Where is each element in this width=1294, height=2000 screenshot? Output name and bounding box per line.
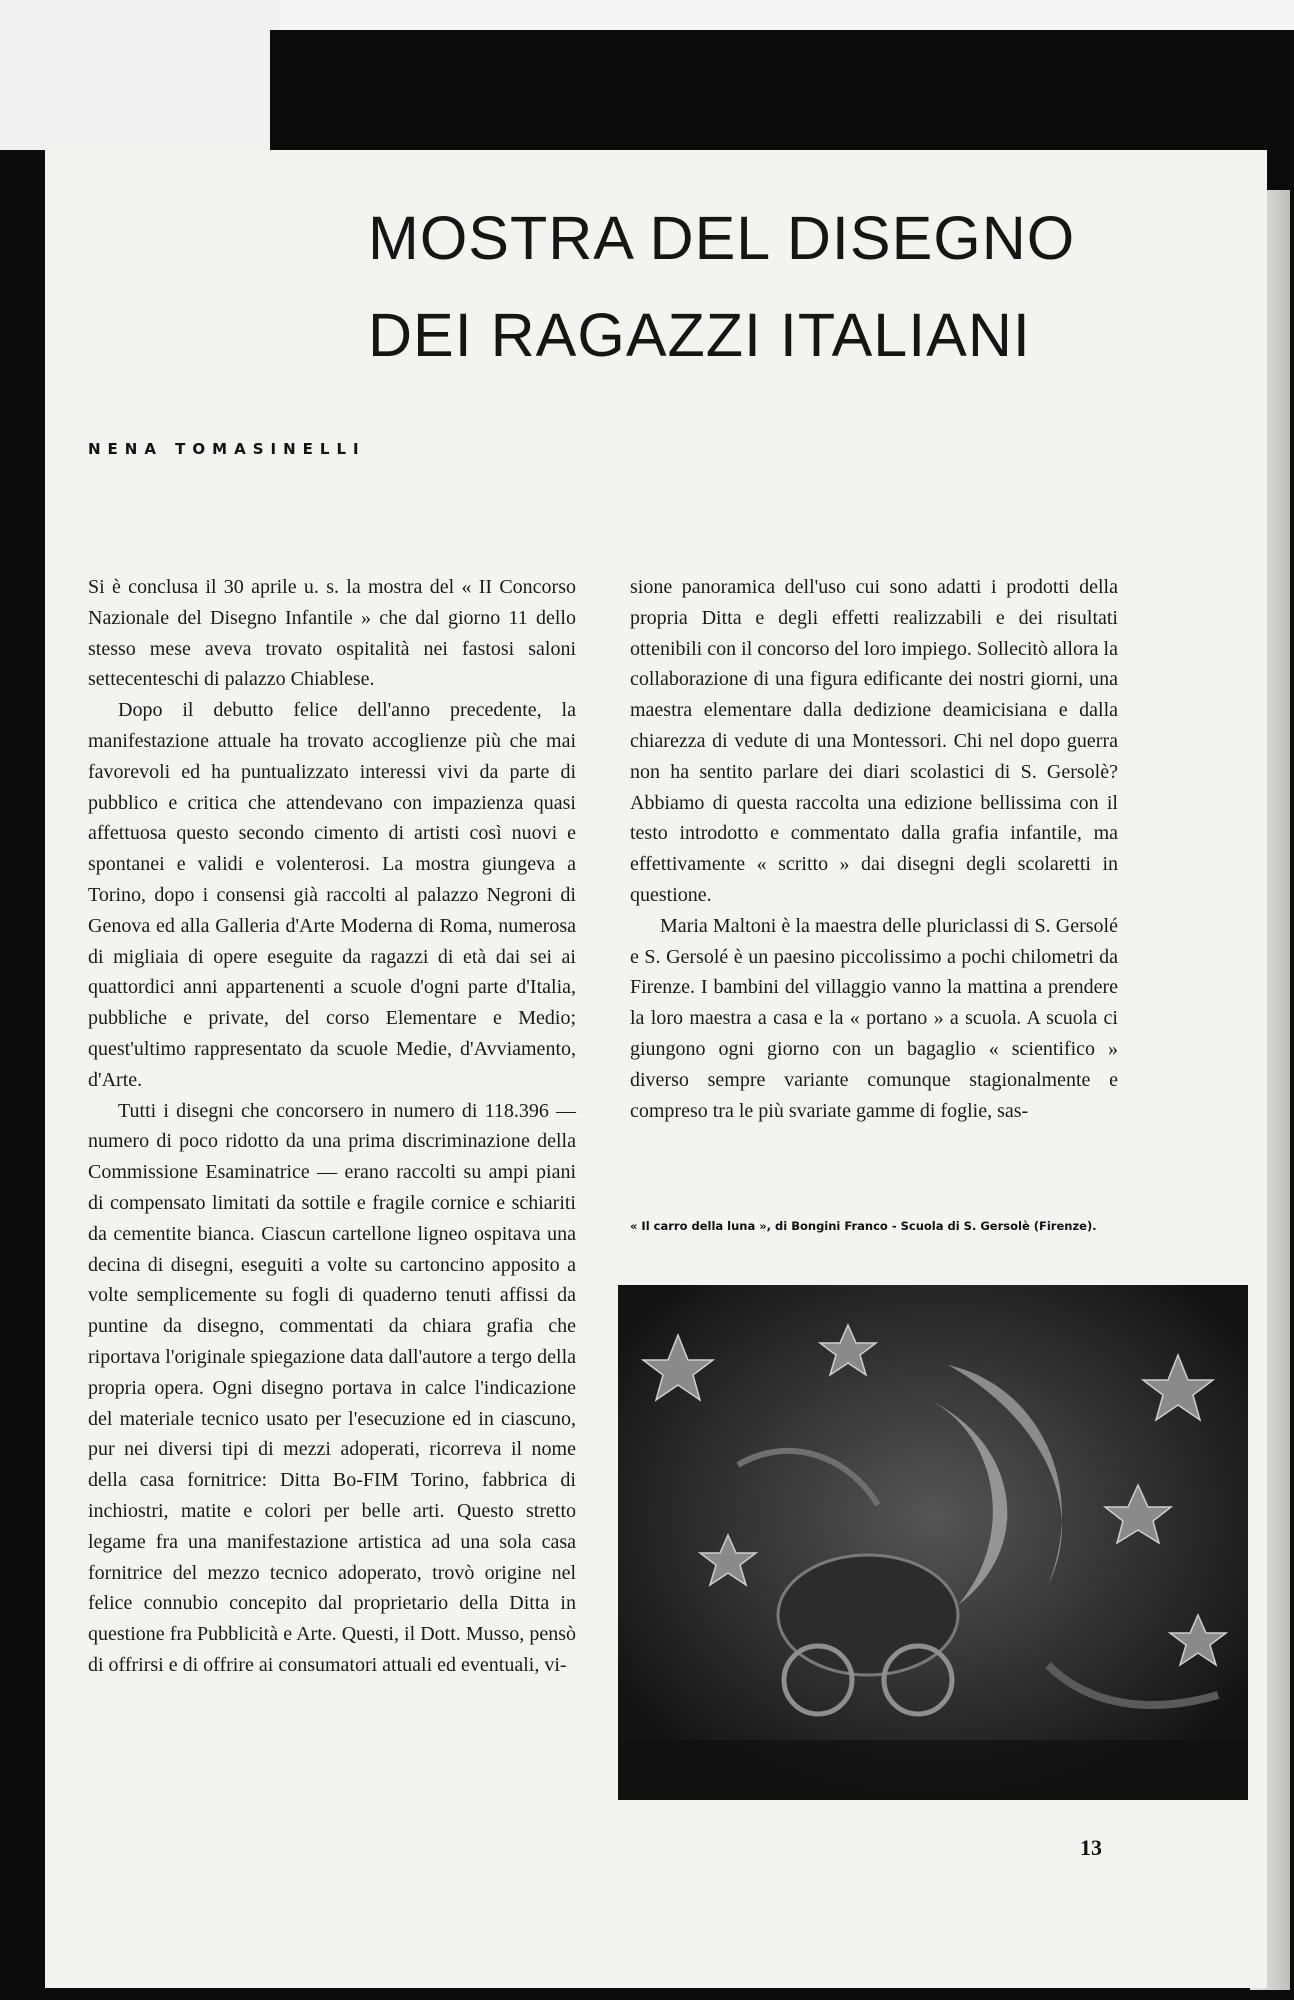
image-caption: « Il carro della luna », di Bongini Franco - Scuola di S. Gersolè (Firenze). [630, 1219, 1097, 1233]
scan-top-left-margin [0, 0, 280, 150]
paragraph: Si è conclusa il 30 aprile u. s. la mostra del « II Concorso Nazionale del Disegno Infantile » che dal giorno 11 dello stesso mese aveva trovato ospitalità nei fastosi saloni settecenteschi di palazzo Chiablese. [88, 576, 576, 691]
right-column [630, 572, 1118, 1126]
author-byline: NENA TOMASINELLI [88, 440, 366, 458]
title-line-1: MOSTRA DEL DISEGNO [368, 204, 1076, 272]
paragraph: sione panoramica dell'uso cui sono adatti i prodotti della propria Ditta e degli effetti realizzabili e dei risultati ottenibili con il concorso del loro impiego. Sollecitò allora la collaborazione di una figura edificante dei nostri giorni, una maestra elementare dalla dedizione deamicisiana e dalla chiarezza di vedute di una Montessori. Chi nel dopo guerra non ha sentito parlare dei diari scolastici di S. Gersolè? Abbiamo di questa raccolta una edizione bellissima con il testo introdotto e commentato dalla grafia infantile, ma effettivamente « scritto » dai disegni degli scolaretti in questione. [630, 576, 1118, 906]
page-number: 13 [1080, 1835, 1102, 1860]
paragraph: Dopo il debutto felice dell'anno precedente, la manifestazione attuale ha trovato accoglienze più che mai favorevoli ed ha puntualizzato interessi vivi da parte di pubblico e critica che attendevano con impazienza quasi affettuosa questo secondo cimento di artisti così nuovi e spontanei e validi e volenterosi. La mostra giungeva a Torino, dopo i consensi già raccolti al palazzo Negroni di Genova ed alla Galleria d'Arte Moderna di Roma, numerosa di migliaia di opere eseguite da ragazzi di età dai sei ai quattordici anni appartenenti a scuole d'ogni parte d'Italia, pubbliche e private, del corso Elementare e Medio; quest'ultimo rappresentato da scuole Medie, d'Avviamento, d'Arte. [88, 699, 576, 1091]
child-drawing-illustration [618, 1285, 1248, 1800]
left-column [88, 572, 576, 1681]
title-line-2: DEI RAGAZZI ITALIANI [368, 301, 1031, 369]
paragraph: Tutti i disegni che concorsero in numero di 118.396 — numero di poco ridotto da una prima discriminazione della Commissione Esaminatrice — erano raccolti su ampi piani di compensato limitati da sottile e fragile cornice e schiariti da cementite bianca. Ciascun cartellone ligneo ospitava una decina di disegni, eseguiti a volte su cartoncino apposito a volte semplicemente su fogli di quaderno tenuti affissi da puntine da disegno, commentati da chiara grafia che riportava l'originale spiegazione data dall'autore a tergo della propria opera. Ogni disegno portava in calce l'indicazione del materiale tecnico usato per l'esecuzione ed in ciascuno, pur nei diversi tipi di mezzi adoperati, ricorreva il nome della casa fornitrice: Ditta Bo-FIM Torino, fabbrica di inchiostri, matite e colori per belle arti. Questo stretto legame fra una manifestazione artistica ad una sola casa fornitrice del mezzo tecnico adoperato, trovò origine nel felice connubio concepito dal proprietario della Ditta in questione fra Pubblicità e Arte. Questi, il Dott. Musso, pensò di offrirsi e di offrire ai consumatori attuali ed eventuali, vi- [88, 1099, 576, 1676]
paragraph: Maria Maltoni è la maestra delle pluriclassi di S. Gersolé e S. Gersolé è un paesino piccolissimo a pochi chilometri da Firenze. I bambini del villaggio vanno la mattina a prendere la loro maestra a casa e la « portano » a scuola. A scuola ci giungono ogni giorno con un bagaglio « scientifico » diverso sempre variante comunque stagionalmente e compreso tra le più svariate gamme di foglie, sas- [630, 914, 1118, 1122]
article-title [368, 190, 1218, 384]
